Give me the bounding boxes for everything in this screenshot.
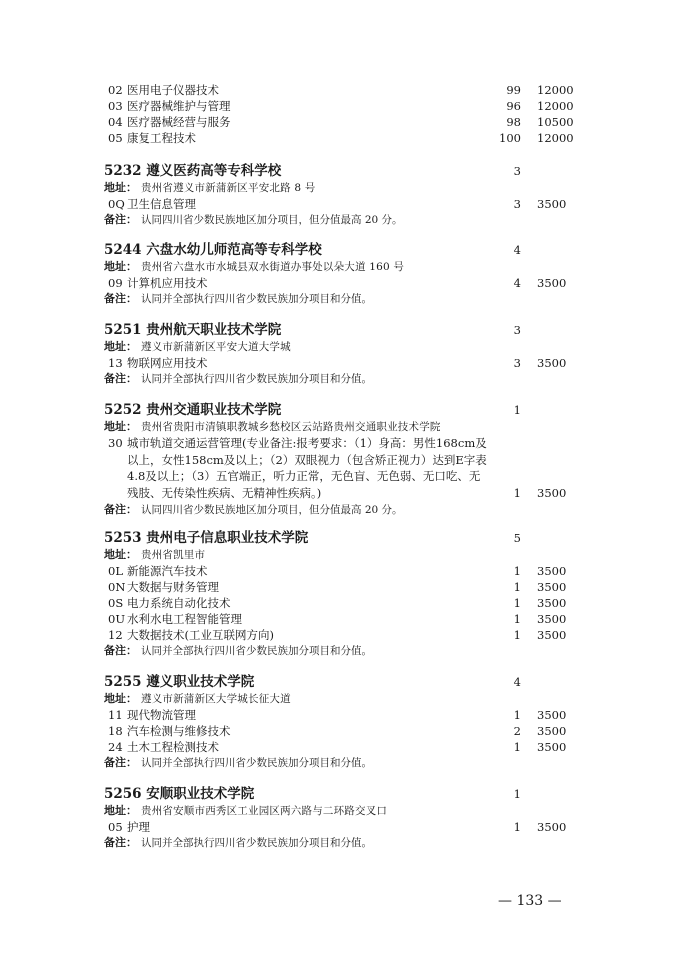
note-label: 备注： [104, 756, 137, 769]
major-name: 大数据与财务管理 [127, 580, 219, 594]
major-name: 土木工程检测技术 [127, 740, 219, 754]
school-count: 1 [513, 787, 521, 801]
major-fee: 3500 [537, 596, 567, 610]
major-name-line: 城市轨道交通运营管理(专业备注:报考要求：（1）身高：男性168cm及 [127, 436, 487, 450]
major-row [0, 707, 680, 723]
major-fee: 12000 [537, 131, 574, 145]
major-name: 新能源汽车技术 [127, 564, 208, 578]
school-header [0, 401, 680, 419]
major-code: 30 [108, 436, 123, 450]
major-plan: 2 [513, 724, 521, 738]
note-text: 认同并全部执行四川省少数民族加分项目和分值。 [141, 837, 372, 849]
major-fee: 3500 [537, 708, 567, 722]
school-title: 5253 贵州电子信息职业技术学院 [104, 530, 309, 546]
major-fee: 3500 [537, 485, 567, 500]
major-name: 电力系统自动化技术 [127, 596, 231, 610]
major-row [0, 355, 680, 371]
address-text: 贵州省六盘水市水城县双水街道办事处以朵大道 160 号 [141, 261, 405, 273]
major-fee: 3500 [537, 740, 567, 754]
major-plan: 1 [513, 628, 521, 642]
major-code: 0N [108, 580, 126, 594]
address-row [0, 547, 680, 563]
school-count: 3 [513, 323, 521, 337]
major-row [0, 819, 680, 835]
note-row [0, 755, 680, 771]
major-plan: 100 [499, 131, 521, 145]
major-fee: 12000 [537, 99, 574, 113]
major-name: 医疗器械维护与管理 [127, 99, 231, 113]
address-label: 地址： [104, 548, 137, 561]
major-code: 0U [108, 612, 126, 626]
school-count: 3 [513, 164, 521, 178]
address-label: 地址： [104, 420, 137, 433]
school-header [0, 241, 680, 259]
major-name: 汽车检测与维修技术 [127, 724, 231, 738]
major-row [0, 723, 680, 739]
address-row [0, 419, 680, 435]
major-fee: 3500 [537, 820, 567, 834]
major-row [0, 579, 680, 595]
major-plan: 1 [513, 612, 521, 626]
school-title: 5255 遵义职业技术学院 [104, 674, 255, 690]
major-fee: 3500 [537, 612, 567, 626]
address-text: 遵义市新蒲新区平安大道大学城 [141, 341, 291, 353]
address-text: 贵州省安顺市西秀区工业园区两六路与二环路交叉口 [141, 805, 388, 817]
school-header [0, 785, 680, 803]
address-row [0, 691, 680, 707]
major-plan: 96 [506, 99, 521, 113]
address-label: 地址： [104, 181, 137, 194]
page-number: — 133 — [498, 893, 562, 909]
major-code: 18 [108, 724, 123, 738]
major-code: 05 [108, 820, 123, 834]
major-row [0, 275, 680, 291]
major-name-line: 以上，女性158cm及以上；（2）双眼视力（包含矫正视力）达到E字表 [127, 452, 487, 467]
major-code: 24 [108, 740, 123, 754]
major-fee: 3500 [537, 197, 567, 211]
school-count: 4 [513, 243, 521, 257]
note-label: 备注： [104, 503, 137, 516]
address-label: 地址： [104, 260, 137, 273]
major-fee: 3500 [537, 580, 567, 594]
major-row [0, 739, 680, 755]
major-row [0, 611, 680, 627]
major-plan: 98 [506, 115, 521, 129]
major-code: 0S [108, 596, 124, 610]
address-text: 贵州省凯里市 [141, 549, 206, 561]
major-plan: 1 [513, 740, 521, 754]
major-row [0, 98, 680, 114]
major-code: 09 [108, 276, 123, 290]
note-row [0, 291, 680, 307]
major-code: 04 [108, 115, 123, 129]
major-code: 05 [108, 131, 123, 145]
major-fee: 10500 [537, 115, 574, 129]
major-name: 计算机应用技术 [127, 276, 208, 290]
note-row [0, 502, 680, 518]
note-row [0, 835, 680, 851]
address-text: 贵州省贵阳市清镇职教城乡愁校区云站路贵州交通职业技术学院 [141, 421, 441, 433]
major-plan: 3 [513, 356, 521, 370]
address-row [0, 803, 680, 819]
major-row [0, 130, 680, 146]
note-label: 备注： [104, 213, 137, 226]
major-code: 11 [108, 708, 123, 722]
major-fee: 3500 [537, 628, 567, 642]
school-title: 5232 遵义医药高等专科学校 [104, 163, 282, 179]
address-label: 地址： [104, 340, 137, 353]
major-plan: 1 [513, 564, 521, 578]
major-row [0, 114, 680, 130]
school-count: 4 [513, 675, 521, 689]
major-fee: 3500 [537, 356, 567, 370]
major-fee: 12000 [537, 83, 574, 97]
major-name: 护理 [127, 820, 150, 834]
major-code: 02 [108, 83, 123, 97]
note-row [0, 643, 680, 659]
major-plan: 1 [513, 708, 521, 722]
major-fee: 3500 [537, 724, 567, 738]
note-text: 认同并全部执行四川省少数民族加分项目和分值。 [141, 373, 372, 385]
school-header [0, 529, 680, 547]
major-row [0, 82, 680, 98]
note-text: 认同四川省少数民族地区加分项目，但分值最高 20 分。 [141, 214, 403, 226]
major-name: 物联网应用技术 [127, 356, 208, 370]
address-row [0, 259, 680, 275]
note-label: 备注： [104, 292, 137, 305]
address-row [0, 180, 680, 196]
major-code: 0L [108, 564, 123, 578]
major-fee: 3500 [537, 564, 567, 578]
major-name: 康复工程技术 [127, 131, 196, 145]
major-name: 医疗器械经营与服务 [127, 115, 231, 129]
address-text: 贵州省遵义市新蒲新区平安北路 8 号 [141, 182, 316, 194]
major-name-line: 残肢、无传染性疾病、无精神性疾病。) [127, 485, 322, 500]
address-label: 地址： [104, 804, 137, 817]
major-plan: 1 [513, 820, 521, 834]
major-plan: 99 [506, 83, 521, 97]
major-name-line: 4.8及以上；（3）五官端正，听力正常，无色盲、无色弱、无口吃、无 [127, 469, 481, 483]
major-name: 医用电子仪器技术 [127, 83, 219, 97]
major-row [0, 196, 680, 212]
note-row [0, 212, 680, 228]
major-name: 现代物流管理 [127, 708, 196, 722]
major-row [0, 595, 680, 611]
major-plan: 3 [513, 197, 521, 211]
note-label: 备注： [104, 372, 137, 385]
school-title: 5251 贵州航天职业技术学院 [104, 322, 282, 338]
address-row [0, 339, 680, 355]
school-header [0, 162, 680, 180]
school-header [0, 673, 680, 691]
major-plan: 4 [513, 276, 521, 290]
major-plan: 1 [513, 596, 521, 610]
major-name: 水利水电工程智能管理 [127, 612, 242, 626]
address-label: 地址： [104, 692, 137, 705]
note-text: 认同并全部执行四川省少数民族加分项目和分值。 [141, 293, 372, 305]
major-code: 12 [108, 628, 123, 642]
note-text: 认同四川省少数民族地区加分项目，但分值最高 20 分。 [141, 504, 403, 516]
major-name: 大数据技术(工业互联网方向) [127, 628, 274, 642]
major-row [0, 435, 680, 501]
address-text: 遵义市新蒲新区大学城长征大道 [141, 693, 291, 705]
note-text: 认同并全部执行四川省少数民族加分项目和分值。 [141, 757, 372, 769]
school-header [0, 321, 680, 339]
school-title: 5252 贵州交通职业技术学院 [104, 402, 282, 418]
major-row [0, 563, 680, 579]
major-code: 13 [108, 356, 123, 370]
school-count: 1 [513, 403, 521, 417]
school-title: 5244 六盘水幼儿师范高等专科学校 [104, 242, 322, 258]
note-row [0, 371, 680, 387]
major-code: 0Q [108, 197, 125, 211]
major-row [0, 627, 680, 643]
school-title: 5256 安顺职业技术学院 [104, 786, 255, 802]
major-plan: 1 [513, 485, 521, 500]
major-name: 卫生信息管理 [127, 197, 196, 211]
note-label: 备注： [104, 836, 137, 849]
note-label: 备注： [104, 644, 137, 657]
school-count: 5 [513, 531, 521, 545]
major-fee: 3500 [537, 276, 567, 290]
major-plan: 1 [513, 580, 521, 594]
note-text: 认同并全部执行四川省少数民族加分项目和分值。 [141, 645, 372, 657]
major-code: 03 [108, 99, 123, 113]
